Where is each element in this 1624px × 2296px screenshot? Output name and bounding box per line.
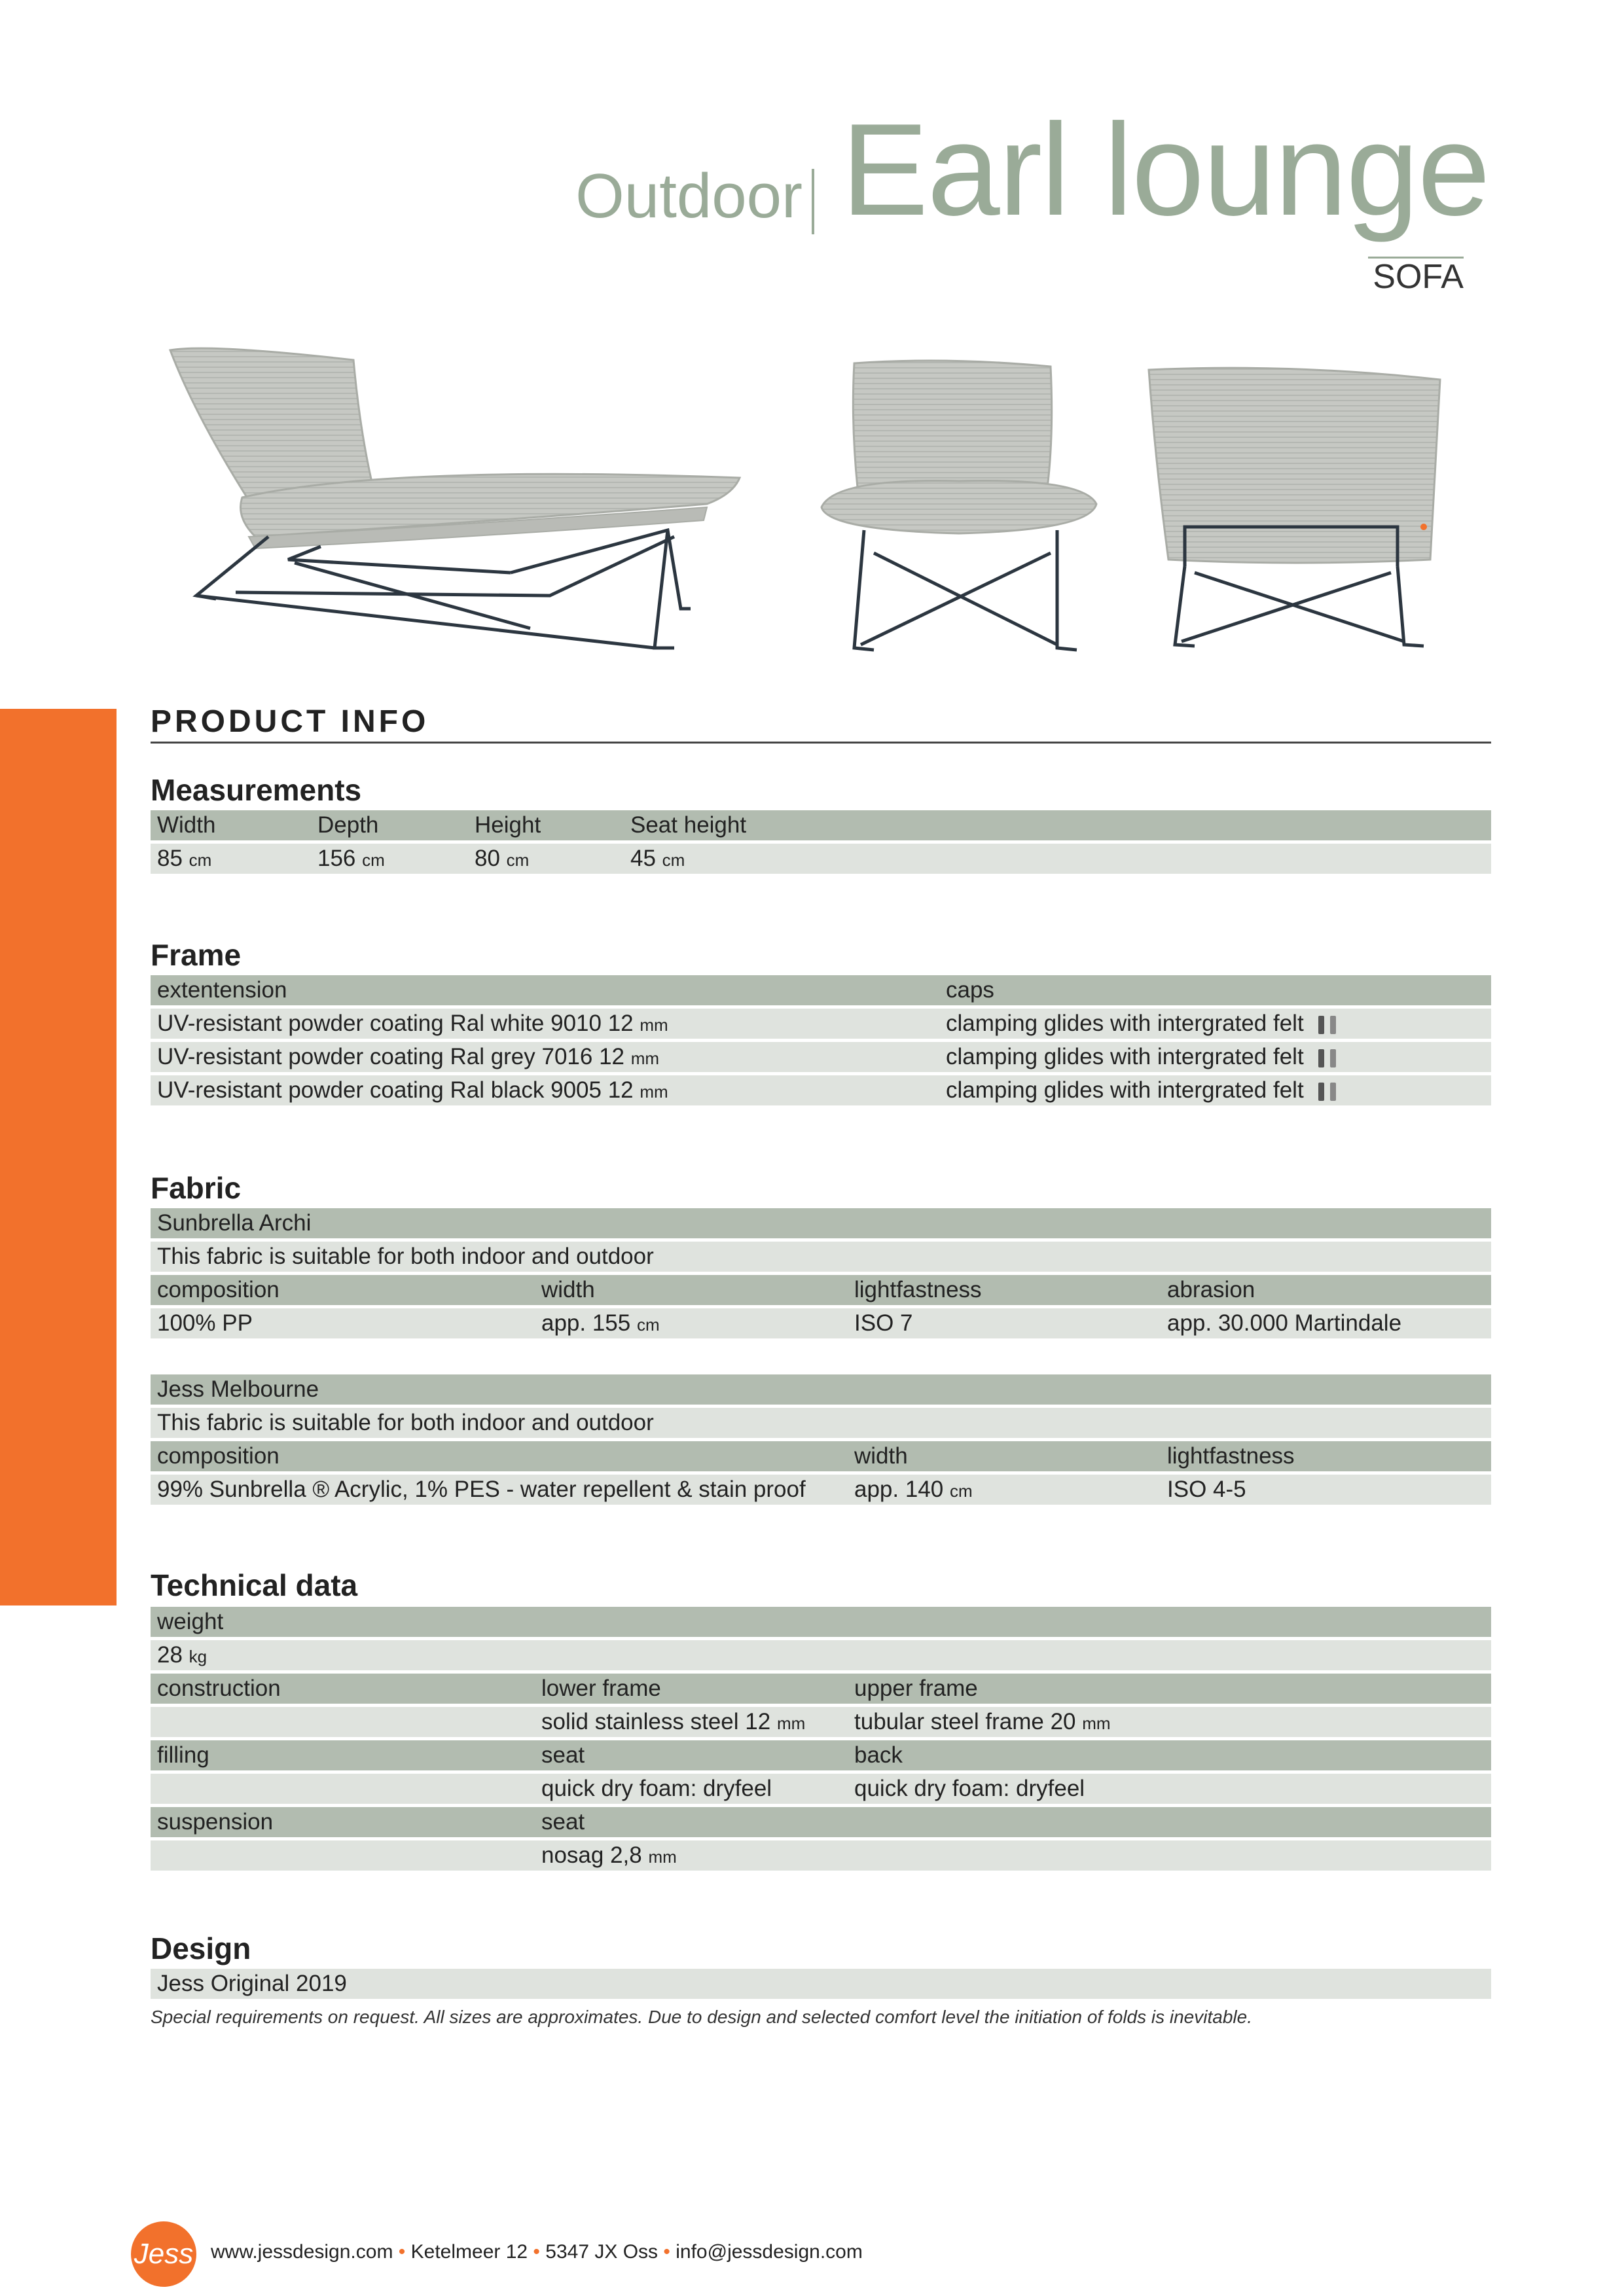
table-row — [151, 1807, 1491, 1837]
lounge-chair-back-image — [1142, 363, 1443, 658]
orange-side-bar — [0, 709, 117, 1605]
glide-cap-icon — [1316, 1081, 1341, 1102]
measurements-heading: Measurements — [151, 773, 362, 807]
bullet-icon: • — [398, 2241, 406, 2263]
bullet-icon: • — [663, 2241, 670, 2263]
extension-value: UV-resistant powder coating Ral black 9005 12 — [157, 1077, 634, 1103]
measurements-table — [151, 810, 1491, 877]
lightfastness-value: ISO 7 — [854, 1310, 913, 1336]
lightfastness-header: lightfastness — [854, 1277, 982, 1302]
suspension-value: nosag 2,8 mm — [541, 1842, 677, 1868]
table-row — [151, 1208, 1491, 1238]
width-value: 85 cm — [157, 846, 212, 871]
table-row — [151, 1674, 1491, 1704]
jess-logo: Jess — [131, 2221, 196, 2287]
depth-value: 156 cm — [317, 846, 385, 871]
filling-seat-label: seat — [541, 1742, 585, 1768]
fabric-note: This fabric is suitable for both indoor and outdoor — [157, 1410, 654, 1435]
footer-address: Ketelmeer 12 — [410, 2241, 528, 2263]
footer-contact — [211, 2241, 863, 2263]
product-info-title: PRODUCT INFO — [151, 704, 429, 739]
table-row — [151, 1740, 1491, 1770]
title-separator — [812, 169, 814, 234]
height-value: 80 cm — [475, 846, 530, 871]
filling-label: filling — [157, 1742, 209, 1768]
filling-seat-value: quick dry foam: dryfeel — [541, 1776, 772, 1801]
table-row — [151, 1607, 1491, 1637]
category-label: Outdoor — [575, 161, 803, 231]
fabric-width-value: app. 155 cm — [541, 1310, 660, 1336]
table-row — [151, 1640, 1491, 1670]
table-row — [151, 1441, 1491, 1471]
lounge-chair-front-image — [815, 357, 1103, 658]
caps-value: clamping glides with intergrated felt — [946, 1044, 1304, 1069]
design-heading: Design — [151, 1931, 251, 1965]
table-row: UV-resistant powder coating Ral grey 7016 12 mm clamping glides with intergrated felt — [151, 1042, 1491, 1072]
seat-height-header: Seat height — [630, 812, 747, 838]
glide-cap-icon — [1316, 1048, 1341, 1069]
upper-frame-label: upper frame — [854, 1676, 978, 1701]
technical-heading: Technical data — [151, 1568, 358, 1602]
weight-label: weight — [157, 1609, 224, 1634]
composition-header: composition — [157, 1443, 280, 1469]
composition-header: composition — [157, 1277, 280, 1302]
abrasion-header: abrasion — [1167, 1277, 1255, 1302]
design-table — [151, 1969, 1491, 2002]
fabric-width-header: width — [854, 1443, 908, 1469]
lower-frame-value: solid stainless steel 12 mm — [541, 1709, 806, 1734]
table-row — [151, 1275, 1491, 1305]
fabric-table-melbourne — [151, 1374, 1491, 1508]
footer-email[interactable]: info@jessdesign.com — [676, 2241, 863, 2263]
extension-header: extentension — [157, 977, 287, 1003]
table-row — [151, 975, 1491, 1005]
table-row — [151, 1475, 1491, 1505]
fabric-width-value: app. 140 cm — [854, 1477, 973, 1502]
design-value: Jess Original 2019 — [157, 1971, 347, 1996]
table-row — [151, 1840, 1491, 1871]
fabric-name: Sunbrella Archi — [157, 1210, 312, 1236]
suspension-seat-label: seat — [541, 1809, 585, 1835]
table-row: UV-resistant powder coating Ral white 9010 12 mm clamping glides with intergrated felt — [151, 1009, 1491, 1039]
filling-back-label: back — [854, 1742, 903, 1768]
technical-table — [151, 1607, 1491, 1874]
fabric-table-sunbrella — [151, 1208, 1491, 1342]
caps-value: clamping glides with intergrated felt — [946, 1011, 1304, 1036]
filling-back-value: quick dry foam: dryfeel — [854, 1776, 1085, 1801]
extension-value: UV-resistant powder coating Ral white 9010 12 — [157, 1011, 634, 1036]
composition-value: 100% PP — [157, 1310, 253, 1336]
table-row — [151, 1707, 1491, 1737]
product-subtitle: SOFA — [1373, 258, 1464, 296]
lower-frame-label: lower frame — [541, 1676, 661, 1701]
seat-height-value: 45 cm — [630, 846, 685, 871]
table-row: UV-resistant powder coating Ral black 9005 12 mm clamping glides with intergrated felt — [151, 1075, 1491, 1105]
glide-cap-icon — [1316, 1014, 1341, 1035]
footer-website[interactable]: www.jessdesign.com — [211, 2241, 393, 2263]
fabric-width-header: width — [541, 1277, 595, 1302]
chaise-longue-image — [157, 340, 753, 661]
table-row — [151, 1408, 1491, 1438]
table-row — [151, 844, 1491, 874]
product-title: Earl lounge — [841, 97, 1489, 243]
fabric-note: This fabric is suitable for both indoor and outdoor — [157, 1244, 654, 1269]
frame-table — [151, 975, 1491, 1109]
suspension-label: suspension — [157, 1809, 274, 1835]
width-header: Width — [157, 812, 216, 838]
lightfastness-value: ISO 4-5 — [1167, 1477, 1246, 1502]
disclaimer-note: Special requirements on request. All sizes are approximates. Due to design and selected comfort level the initiation of folds is inevitable. — [151, 2007, 1252, 2027]
fabric-heading: Fabric — [151, 1171, 242, 1205]
abrasion-value: app. 30.000 Martindale — [1167, 1310, 1402, 1336]
footer-postal: 5347 JX Oss — [545, 2241, 659, 2263]
table-row — [151, 1774, 1491, 1804]
table-row — [151, 1374, 1491, 1405]
table-row — [151, 1969, 1491, 1999]
depth-header: Depth — [317, 812, 379, 838]
fabric-name: Jess Melbourne — [157, 1376, 319, 1402]
caps-value: clamping glides with intergrated felt — [946, 1077, 1304, 1103]
caps-header: caps — [946, 977, 994, 1003]
table-row — [151, 1308, 1491, 1338]
product-info-rule — [151, 742, 1491, 744]
upper-frame-value: tubular steel frame 20 mm — [854, 1709, 1111, 1734]
table-row — [151, 810, 1491, 840]
frame-heading: Frame — [151, 938, 242, 972]
composition-value: 99% Sunbrella ® Acrylic, 1% PES - water repellent & stain proof — [157, 1477, 806, 1502]
table-row — [151, 1242, 1491, 1272]
bullet-icon: • — [533, 2241, 540, 2263]
construction-label: construction — [157, 1676, 281, 1701]
height-header: Height — [475, 812, 541, 838]
lightfastness-header: lightfastness — [1167, 1443, 1295, 1469]
extension-value: UV-resistant powder coating Ral grey 7016 12 — [157, 1044, 625, 1069]
weight-value: 28 kg — [157, 1642, 208, 1668]
